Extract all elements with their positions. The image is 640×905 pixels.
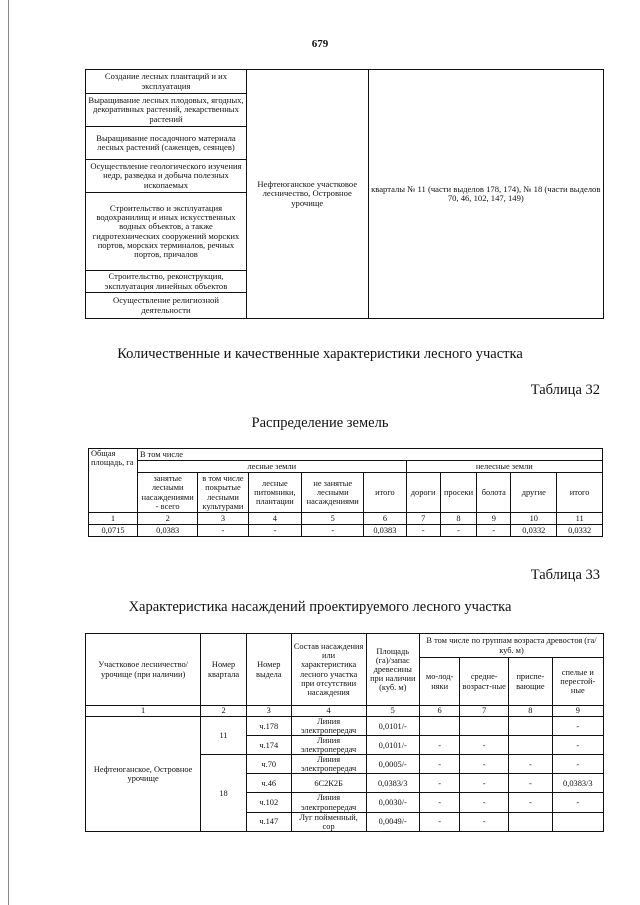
plot-cell: ч.174 <box>246 736 291 755</box>
page-left-edge <box>8 0 9 905</box>
land-distribution-table <box>88 448 603 537</box>
composition-cell: 6С2К2Б <box>291 774 366 793</box>
plot-cell: ч.178 <box>246 717 291 736</box>
young-cell <box>420 717 460 736</box>
table33-label: Таблица 33 <box>530 567 600 583</box>
col-number: 8 <box>440 513 477 525</box>
mature-cell: - <box>552 736 603 755</box>
activity-cell: Строительство, реконструкция, эксплуатация линейных объектов <box>86 271 247 293</box>
table32-title: Распределение земель <box>251 415 389 431</box>
col-number: 4 <box>291 706 366 717</box>
col-number: 10 <box>511 513 557 525</box>
young-cell: - <box>420 793 460 812</box>
composition-cell: Луг пойменный, сор <box>291 812 366 831</box>
plot-cell: ч.147 <box>246 812 291 831</box>
data-cell: - <box>406 525 440 537</box>
col-number: 1 <box>89 513 138 525</box>
data-cell: 0,0332 <box>557 525 603 537</box>
ripening-cell: - <box>509 774 553 793</box>
young-cell: - <box>420 755 460 774</box>
col-number: 9 <box>477 513 511 525</box>
area-cell: 0,0101/- <box>366 736 419 755</box>
plot-cell: ч.102 <box>246 793 291 812</box>
mature-cell <box>552 812 603 831</box>
composition-cell: Линия электропередач <box>291 717 366 736</box>
col-number: 3 <box>246 706 291 717</box>
col-number: 7 <box>460 706 509 717</box>
area-cell: 0,0101/- <box>366 717 419 736</box>
ripening-cell: - <box>509 755 553 774</box>
activity-cell: Выращивание лесных плодовых, ягодных, декоративных растений, лекарственных растений <box>86 94 247 127</box>
ripening-cell <box>509 736 553 755</box>
ripening-cell <box>509 717 553 736</box>
page-number: 679 <box>311 38 329 50</box>
col-number: 3 <box>198 513 248 525</box>
col-header: дороги <box>406 473 440 513</box>
middle-cell: - <box>460 793 509 812</box>
mature-cell: - <box>552 755 603 774</box>
data-cell: 0,0332 <box>511 525 557 537</box>
col-header: другие <box>511 473 557 513</box>
data-cell: - <box>477 525 511 537</box>
header-quarter: Номер квартала <box>201 634 247 706</box>
ripening-cell: - <box>509 793 553 812</box>
activity-cell: Осуществление геологического изучения недр, разведка и добыча полезных ископаемых <box>86 160 247 193</box>
area-cell: 0,0030/- <box>366 793 419 812</box>
col-number: 1 <box>86 706 201 717</box>
col-number: 5 <box>366 706 419 717</box>
composition-cell: Линия электропередач <box>291 793 366 812</box>
data-cell: - <box>248 525 302 537</box>
section-title: Количественные и качественные характеристики лесного участка <box>117 346 523 362</box>
activities-table <box>85 69 604 319</box>
area-cell: 0,0383/3 <box>366 774 419 793</box>
col-number: 7 <box>406 513 440 525</box>
header-ripening: приспе-вающие <box>509 658 553 706</box>
data-cell: 0,0383 <box>137 525 197 537</box>
header-area: Площадь (га)/запас древесины при наличии (куб. м) <box>366 634 419 706</box>
header-middle-aged: средне-возраст-ные <box>460 658 509 706</box>
col-header: просеки <box>440 473 477 513</box>
header-age-groups: В том числе по группам возраста древостоя (га/куб. м) <box>420 634 604 658</box>
composition-cell: Линия электропередач <box>291 755 366 774</box>
quarter-cell: 18 <box>201 755 247 831</box>
col-header: в том числе покрытые лесными культурами <box>198 473 248 513</box>
col-header: лесные питомники, плантации <box>248 473 302 513</box>
activity-cell: Выращивание посадочного материала лесных растений (саженцев, сеянцев) <box>86 127 247 160</box>
table32-label: Таблица 32 <box>530 382 600 398</box>
header-nonforest-lands: нелесные земли <box>406 461 602 473</box>
col-number: 5 <box>302 513 364 525</box>
district-cell: Нефтеюганское участковое лесничество, Островное урочище <box>246 70 368 319</box>
young-cell: - <box>420 736 460 755</box>
middle-cell: - <box>460 812 509 831</box>
mature-cell: - <box>552 793 603 812</box>
header-composition: Состав насаждения или характеристика лесного участка при отсутствии насаждения <box>291 634 366 706</box>
header-total-area: Общая площадь, га <box>89 449 138 513</box>
area-cell: 0,0005/- <box>366 755 419 774</box>
col-number: 8 <box>509 706 553 717</box>
header-forest-lands: лесные земли <box>137 461 406 473</box>
plot-cell: ч.46 <box>246 774 291 793</box>
table-row <box>86 717 604 736</box>
col-number: 2 <box>137 513 197 525</box>
col-number: 6 <box>364 513 406 525</box>
data-cell: - <box>440 525 477 537</box>
middle-cell: - <box>460 755 509 774</box>
activity-cell: Осуществление религиозной деятельности <box>86 293 247 319</box>
activity-cell: Строительство и эксплуатация водохранилищ и иных искусственных водных объектов, а также гидротехнических сооружений морских портов, морских терминалов, речных портов, причалов <box>86 193 247 271</box>
mature-cell: 0,0383/3 <box>552 774 603 793</box>
header-plot: Номер выдела <box>246 634 291 706</box>
col-header: итого <box>364 473 406 513</box>
col-number: 11 <box>557 513 603 525</box>
middle-cell: - <box>460 774 509 793</box>
quarter-cell: 11 <box>201 717 247 755</box>
area-cell: 0,0049/- <box>366 812 419 831</box>
activity-cell: Создание лесных плантаций и их эксплуатация <box>86 70 247 94</box>
header-including: В том числе <box>137 449 602 461</box>
header-district: Участковое лесничество/ урочище (при наличии) <box>86 634 201 706</box>
col-number: 4 <box>248 513 302 525</box>
col-header: занятые лесными насаждениями - всего <box>137 473 197 513</box>
header-young: мо-лод-няки <box>420 658 460 706</box>
col-number: 2 <box>201 706 247 717</box>
plot-cell: ч.70 <box>246 755 291 774</box>
data-cell: 0,0715 <box>89 525 138 537</box>
data-cell: - <box>302 525 364 537</box>
quarters-cell: кварталы № 11 (части выделов 178, 174), № 18 (части выделов 70, 46, 102, 147, 149) <box>368 70 603 319</box>
header-mature: спелые и перестой-ные <box>552 658 603 706</box>
young-cell: - <box>420 812 460 831</box>
col-header: болота <box>477 473 511 513</box>
table33-title: Характеристика насаждений проектируемого лесного участка <box>128 599 512 615</box>
col-header: итого <box>557 473 603 513</box>
col-number: 9 <box>552 706 603 717</box>
data-cell: 0,0383 <box>364 525 406 537</box>
middle-cell <box>460 717 509 736</box>
mature-cell: - <box>552 717 603 736</box>
middle-cell: - <box>460 736 509 755</box>
data-cell: - <box>198 525 248 537</box>
col-number: 6 <box>420 706 460 717</box>
col-header: не занятые лесными насаждениями <box>302 473 364 513</box>
composition-cell: Линия электропередач <box>291 736 366 755</box>
young-cell: - <box>420 774 460 793</box>
district-cell: Нефтеюганское, Островное урочище <box>86 717 201 832</box>
stands-table <box>85 633 604 832</box>
ripening-cell <box>509 812 553 831</box>
